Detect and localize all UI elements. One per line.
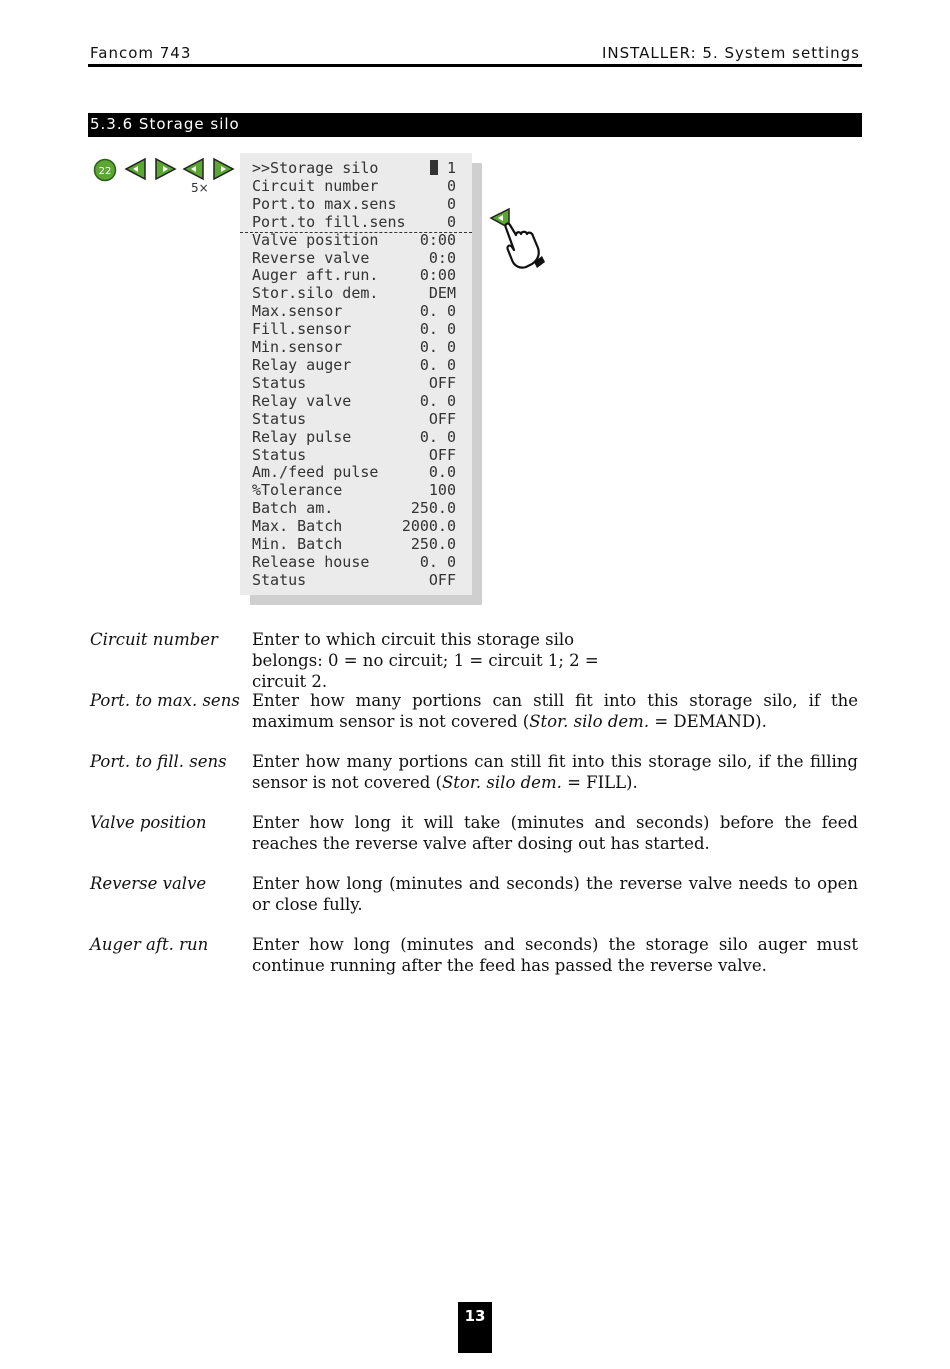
screen-row: Release house 0. 0 (252, 552, 456, 571)
arrow-left-key-icon (182, 157, 206, 181)
description-item (90, 629, 860, 691)
cursor-block (430, 160, 438, 175)
key-sequence (93, 155, 238, 195)
screen-row: Status OFF (252, 570, 456, 589)
repeat-count: 5× (191, 181, 209, 195)
screen-row: Relay valve 0. 0 (252, 391, 456, 410)
screen-row: Status OFF (252, 409, 456, 428)
description-item (90, 812, 860, 856)
screen-row: %Tolerance 100 (252, 481, 456, 500)
menu-key-number: 22 (98, 166, 112, 177)
screen-row: Circuit number 0 (252, 176, 456, 195)
arrow-right-key-icon (153, 157, 177, 181)
description-text: Enter how many portions can still fit into this storage silo, if the maximum sensor is not covered (Stor. silo dem. = DEMAND). (252, 691, 858, 731)
page-number: 13 (458, 1302, 492, 1353)
screen-row: Fill.sensor 0. 0 (252, 320, 456, 339)
section-title: 5.3.6 Storage silo (88, 113, 862, 137)
screen-row: Am./feed pulse 0.0 (252, 463, 456, 482)
screen-row: Status OFF (252, 445, 456, 464)
screen-row: Batch am. 250.0 (252, 499, 456, 518)
description-item (90, 751, 860, 795)
arrow-left-key-icon (124, 157, 148, 181)
description-item (90, 934, 860, 978)
screen-row: Min. Batch 250.0 (252, 535, 456, 554)
description-term: Reverse valve (90, 874, 207, 893)
screen-row: Min.sensor 0. 0 (252, 338, 456, 357)
screen-row: Relay auger 0. 0 (252, 355, 456, 374)
display-screen (240, 153, 472, 595)
description-text: Enter to which circuit this storage silo belongs: 0 = no circuit; 1 = circuit 1; 2 = circuit 2. (252, 630, 599, 691)
description-term: Circuit number (90, 630, 218, 649)
screen-row: Port.to fill.sens 0 (252, 212, 456, 231)
description-term: Auger aft. run (90, 935, 209, 954)
description-text: Enter how many portions can still fit into this storage silo, if the filling sensor is not covered (Stor. silo dem. = FILL). (252, 752, 858, 792)
description-item (90, 873, 860, 917)
screen-row: Status OFF (252, 373, 456, 392)
description-term: Valve position (90, 813, 207, 832)
menu-22-key-icon (93, 158, 117, 182)
screen-row: Port.to max.sens 0 (252, 194, 456, 213)
description-item (90, 690, 860, 734)
description-text: Enter how long (minutes and seconds) the storage silo auger must continue running after the feed has passed the reverse valve. (252, 935, 858, 975)
description-text: Enter how long (minutes and seconds) the reverse valve needs to open or close fully. (252, 874, 858, 914)
screen-divider (240, 232, 472, 233)
screen-row: Valve position 0:00 (252, 230, 456, 249)
screen-row: Auger aft.run. 0:00 (252, 266, 456, 285)
description-text: Enter how long it will take (minutes and seconds) before the feed reaches the reverse valve after dosing out has started. (252, 813, 858, 853)
arrow-right-key-icon (211, 157, 235, 181)
header-chapter: INSTALLER: 5. System settings (602, 44, 860, 62)
description-term: Port. to fill. sens (90, 752, 227, 771)
description-term: Port. to max. sens (90, 691, 240, 710)
page-header (88, 44, 862, 67)
screen-row: >>Storage silo 1 (252, 159, 456, 177)
header-product: Fancom 743 (90, 44, 192, 62)
screen-row: Relay pulse 0. 0 (252, 427, 456, 446)
hand-press-left-key-icon (486, 206, 546, 270)
screen-row: Reverse valve 0:0 (252, 248, 456, 267)
screen-row: Max. Batch 2000.0 (252, 517, 456, 536)
screen-row: Stor.silo dem. DEM (252, 284, 456, 303)
screen-row: Max.sensor 0. 0 (252, 302, 456, 321)
